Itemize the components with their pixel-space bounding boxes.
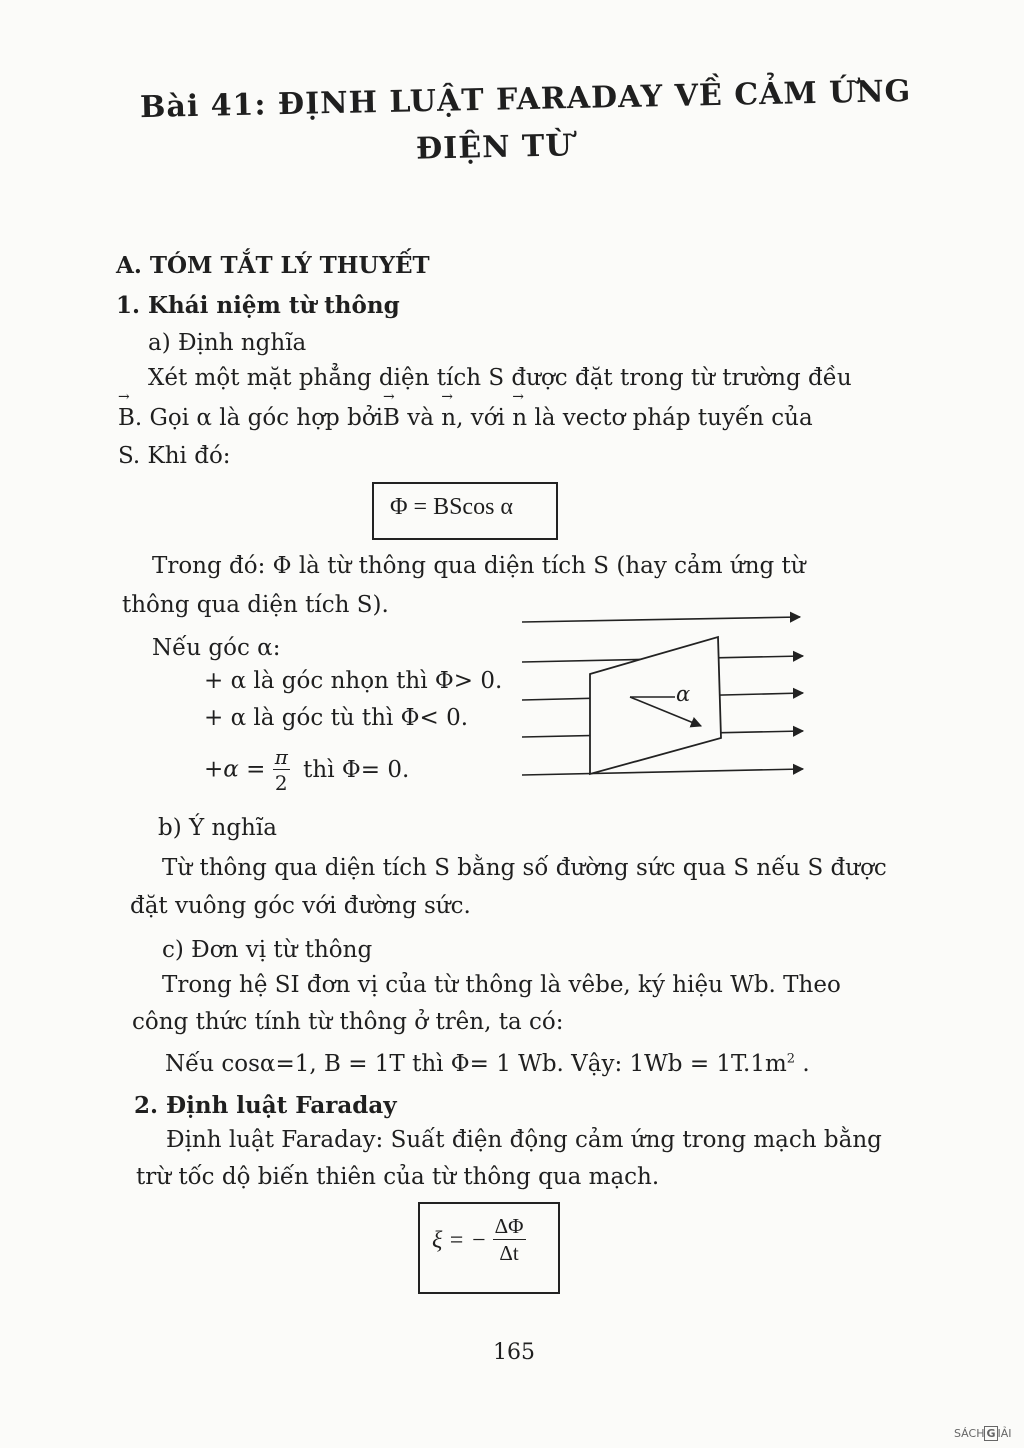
subsection-heading-2: 2. Định luật Faraday bbox=[134, 1092, 397, 1119]
paragraph-3-line1: Từ thông qua diện tích S bằng số đường sức qua S nếu S được bbox=[162, 855, 887, 881]
subsection-1c: c) Đơn vị từ thông bbox=[162, 937, 373, 963]
vector-n-2: → n bbox=[512, 405, 527, 431]
lesson-title-line1: Bài 41: ĐỊNH LUẬT FARADAY VỀ CẢM ỨNG bbox=[139, 73, 912, 126]
paragraph-6-line1: Định luật Faraday: Suất điện động cảm ứng trong mạch bằng bbox=[166, 1127, 882, 1153]
section-heading-a: A. TÓM TẮT LÝ THUYẾT bbox=[116, 252, 430, 279]
paragraph-4-line2: công thức tính từ thông ở trên, ta có: bbox=[132, 1009, 564, 1035]
vector-b: → B bbox=[118, 405, 135, 431]
paragraph-3-line2: đặt vuông góc với đường sức. bbox=[130, 893, 471, 919]
page-number: 165 bbox=[493, 1340, 535, 1365]
formula-faraday: ξ = − $\frac{\Delta\Phi}{\Delta t}$ bbox=[432, 1214, 524, 1266]
paragraph-6-line2: trừ tốc dộ biến thiên của từ thông qua mạch. bbox=[136, 1164, 660, 1190]
paragraph-1-line2: → B. Gọi α là góc hợp bởi→ B và → n, với → n là vectơ pháp tuyến của bbox=[118, 405, 813, 431]
formula-flux: Φ = BScos α bbox=[390, 494, 513, 520]
surface-s bbox=[590, 637, 721, 774]
field-line-5 bbox=[522, 769, 803, 775]
paragraph-1-line3: S. Khi đó: bbox=[118, 443, 231, 469]
vector-b-2: → B bbox=[383, 405, 400, 431]
paragraph-2-line1: Trong đó: Φ là từ thông qua diện tích S (hay cảm ứng từ bbox=[152, 553, 806, 579]
paragraph-5: Nếu cosα=1, B = 1T thì Φ= 1 Wb. Vậy: $1Wb = 1T.1m^2$ . bbox=[165, 1051, 810, 1077]
case-acute: + α là góc nhọn thì Φ> 0. bbox=[204, 668, 503, 694]
subsection-1a: a) Định nghĩa bbox=[148, 330, 307, 356]
diagram-alpha-label: α bbox=[676, 682, 691, 706]
case-right-angle: +α = $\frac{\pi}{2}$ thì Φ= 0. bbox=[204, 745, 410, 795]
subsection-1b: b) Ý nghĩa bbox=[158, 815, 277, 841]
pi-over-2: $\frac{\pi}{2}$ bbox=[274, 745, 288, 795]
field-line-1 bbox=[522, 617, 800, 622]
paragraph-1-line1: Xét một mặt phẳng diện tích S được đặt trong từ trường đều bbox=[148, 365, 852, 391]
paragraph-2-line2: thông qua diện tích S). bbox=[122, 592, 389, 618]
if-angle-label: Nếu góc α: bbox=[152, 635, 281, 661]
case-obtuse: + α là góc tù thì Φ< 0. bbox=[204, 705, 469, 731]
vector-n: → n bbox=[441, 405, 456, 431]
publisher-watermark: SÁCH G IẢI bbox=[954, 1427, 1012, 1440]
lesson-title-line2: ĐIỆN TỪ bbox=[415, 128, 573, 167]
subsection-heading-1: 1. Khái niệm từ thông bbox=[116, 292, 400, 319]
paragraph-4-line1: Trong hệ SI đơn vị của từ thông là vêbe, ký hiệu Wb. Theo bbox=[162, 972, 841, 998]
